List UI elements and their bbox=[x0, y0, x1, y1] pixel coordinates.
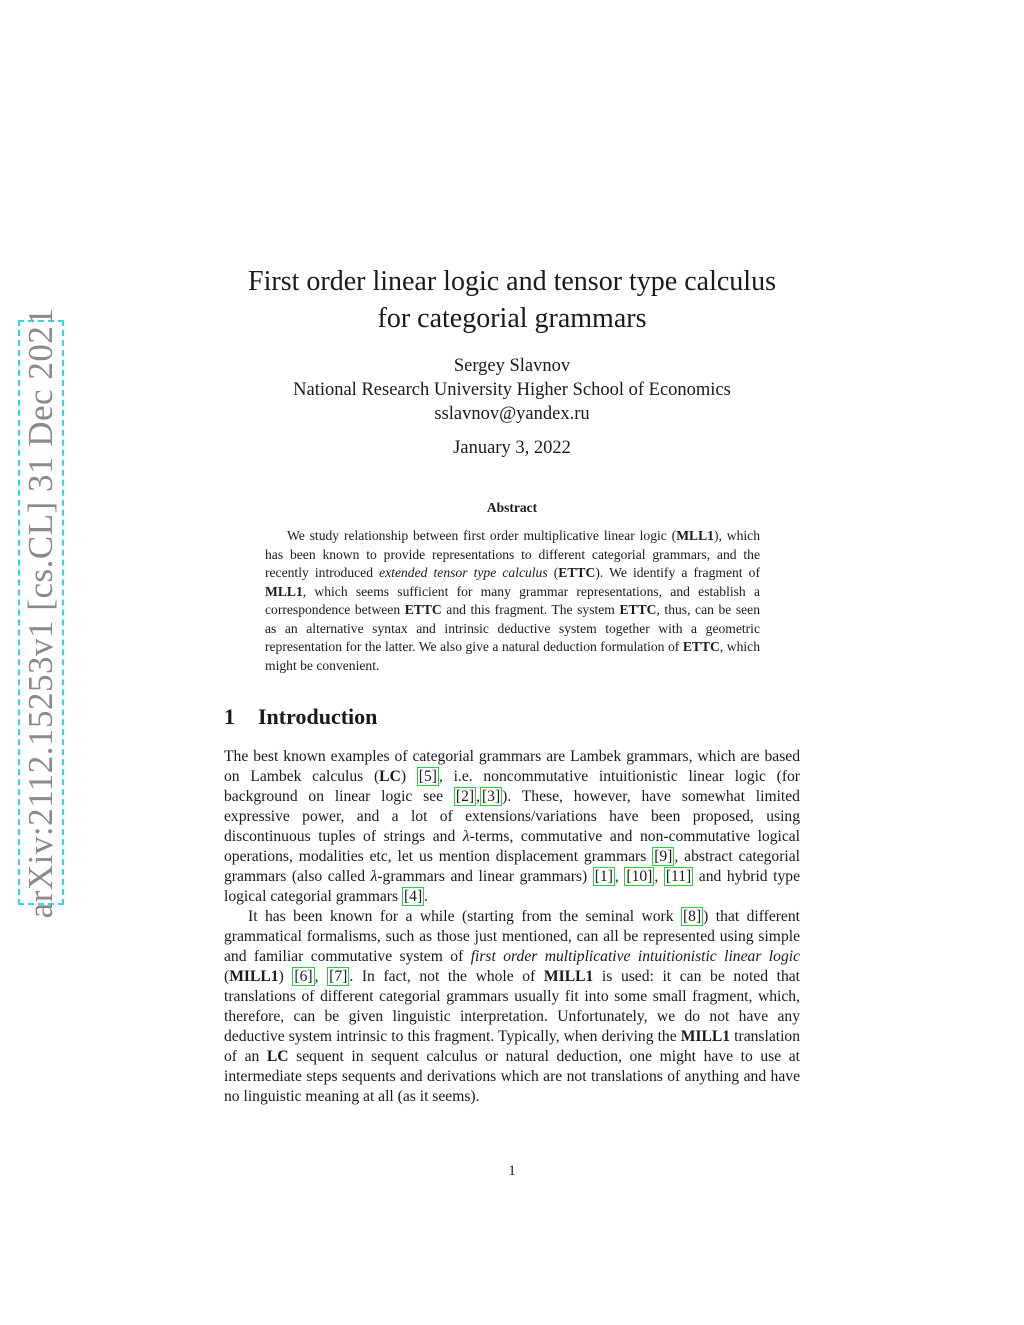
paragraph-1 bbox=[224, 747, 800, 907]
body-text-segment: . bbox=[424, 888, 429, 905]
term-emphasis: first order multiplicative intuitionistic linear logic bbox=[470, 948, 800, 965]
body-text-segment: ) that different grammatical formalisms, such as those just mentioned, can all be represented using simple and familiar commutative system of bbox=[224, 908, 800, 965]
system-name-mill1: MILL1 bbox=[680, 1028, 731, 1045]
citation-link[interactable]: [7] bbox=[329, 968, 348, 985]
body-text-segment: is used: it can be noted that translations of different categorial grammars usually fit into some small fragment, which, therefore, can be given linguistic interpretation. Unfortunately, we do not have any deductive system intrinsic to this fragment. Typically, when deriving the bbox=[224, 968, 801, 1045]
body-text-segment: translation of an bbox=[224, 1028, 800, 1065]
system-name-ettc: ETTC bbox=[404, 602, 442, 617]
citation-link[interactable]: [4] bbox=[403, 888, 423, 905]
body-text-segment: ( bbox=[224, 968, 230, 985]
abstract-text-segment: ). We identify a fragment of bbox=[595, 565, 760, 580]
system-name-ettc: ETTC bbox=[619, 602, 657, 617]
abstract-text-segment: , which seems sufficient for many grammar representations, and establish a correspondence between bbox=[265, 583, 760, 617]
body-text-segment: , bbox=[314, 968, 328, 985]
author-affiliation: National Research University Higher School of Economics bbox=[293, 380, 731, 400]
page-number: 1 bbox=[508, 1163, 516, 1179]
system-name-lc: LC bbox=[266, 1048, 289, 1065]
abstract-text bbox=[265, 527, 760, 675]
citation-link[interactable]: [5] bbox=[418, 768, 437, 785]
abstract-text-segment: ), which has been known to provide representations to different categorial grammars, and the recently introduced bbox=[265, 528, 760, 580]
section-heading bbox=[224, 704, 377, 730]
system-name-mll1: MLL1 bbox=[265, 583, 303, 599]
citation-link[interactable]: [6] bbox=[294, 968, 313, 985]
abstract-heading: Abstract bbox=[486, 500, 538, 515]
arxiv-stamp[interactable] bbox=[18, 307, 64, 918]
body-text-segment: , bbox=[654, 868, 664, 885]
title-line-2: for categorial grammars bbox=[377, 303, 647, 334]
system-name-mill1: MILL1 bbox=[229, 968, 279, 985]
arxiv-identifier[interactable]: arXiv:2112.15253v1 [cs.CL] 31 Dec 2021 bbox=[21, 307, 60, 918]
body-text-segment: sequent in sequent calculus or natural deduction, one might have to use at intermediate steps sequents and derivations which are not translations of anything and have no linguistic meaning at all (as it seems). bbox=[224, 1048, 800, 1105]
body-text-segment: and hybrid type logical categorial grammars bbox=[224, 868, 801, 905]
abstract-text-segment: , thus, can be seen as an alternative syntax and intrinsic deductive system together with a geometric representation for the latter. We also give a natural deduction formulation of bbox=[265, 602, 760, 654]
author-name: Sergey Slavnov bbox=[453, 356, 571, 376]
body-text-segment: The best known examples of categorial grammars are Lambek grammars, which are based on Lambek calculus ( bbox=[224, 748, 800, 785]
body-text-segment: , bbox=[614, 868, 625, 885]
system-name-lc: LC bbox=[379, 768, 401, 785]
body-text-segment: , i.e. noncommutative intuitionistic linear logic (for background on linear logic see bbox=[224, 768, 801, 805]
system-name-ettc: ETTC bbox=[558, 565, 596, 580]
term-emphasis: extended tensor type calculus bbox=[379, 565, 548, 580]
section-body bbox=[224, 747, 800, 1107]
body-text-segment: It has been known for a while (starting from the seminal work bbox=[248, 908, 681, 925]
abstract-text-segment: We study relationship between first order multiplicative linear logic ( bbox=[287, 528, 677, 543]
section-title: Introduction bbox=[258, 704, 378, 729]
citation-link[interactable]: [11] bbox=[665, 868, 692, 885]
citation-link[interactable]: [3] bbox=[481, 788, 501, 805]
paper-date: January 3, 2022 bbox=[453, 438, 571, 458]
system-name-mll1: MLL1 bbox=[676, 528, 714, 543]
paper-title bbox=[200, 263, 824, 337]
citation-link[interactable]: [8] bbox=[682, 908, 702, 925]
system-name-mill1: MILL1 bbox=[543, 968, 594, 985]
body-text-segment: -grammars and linear grammars) bbox=[377, 868, 593, 885]
citation-link[interactable]: [1] bbox=[594, 868, 613, 885]
lambda-symbol: λ bbox=[370, 868, 378, 885]
body-text-segment: ) bbox=[278, 968, 293, 985]
body-text-segment: . In fact, not the whole of bbox=[349, 968, 544, 985]
abstract-text-segment: and this fragment. The system bbox=[441, 602, 620, 617]
paragraph-2 bbox=[224, 907, 800, 1107]
citation-link[interactable]: [9] bbox=[654, 848, 673, 865]
abstract-text-segment: , which might be convenient. bbox=[265, 639, 760, 673]
author-block bbox=[200, 354, 824, 426]
abstract-text-segment: ( bbox=[547, 565, 559, 580]
body-text-segment: ) bbox=[400, 768, 417, 785]
author-email: sslavnov@yandex.ru bbox=[434, 404, 590, 424]
citation-link[interactable]: [10] bbox=[626, 868, 653, 885]
section-number: 1 bbox=[224, 704, 235, 729]
system-name-ettc: ETTC bbox=[682, 639, 720, 654]
body-text-segment: ). These, however, have somewhat limited expressive power, and a lot of extensions/variations have been proposed, using discontinuous tuples of strings and bbox=[224, 788, 800, 845]
body-text-segment: , bbox=[476, 788, 480, 805]
citation-link[interactable]: [2] bbox=[455, 788, 475, 805]
lambda-symbol: λ bbox=[462, 828, 470, 845]
title-line-1: First order linear logic and tensor type calculus bbox=[248, 266, 776, 297]
body-text-segment: , abstract categorial grammars (also called bbox=[224, 848, 801, 885]
body-text-segment: -terms, commutative and non-commutative logical operations, modalities etc, let us mention displacement grammars bbox=[224, 828, 801, 865]
